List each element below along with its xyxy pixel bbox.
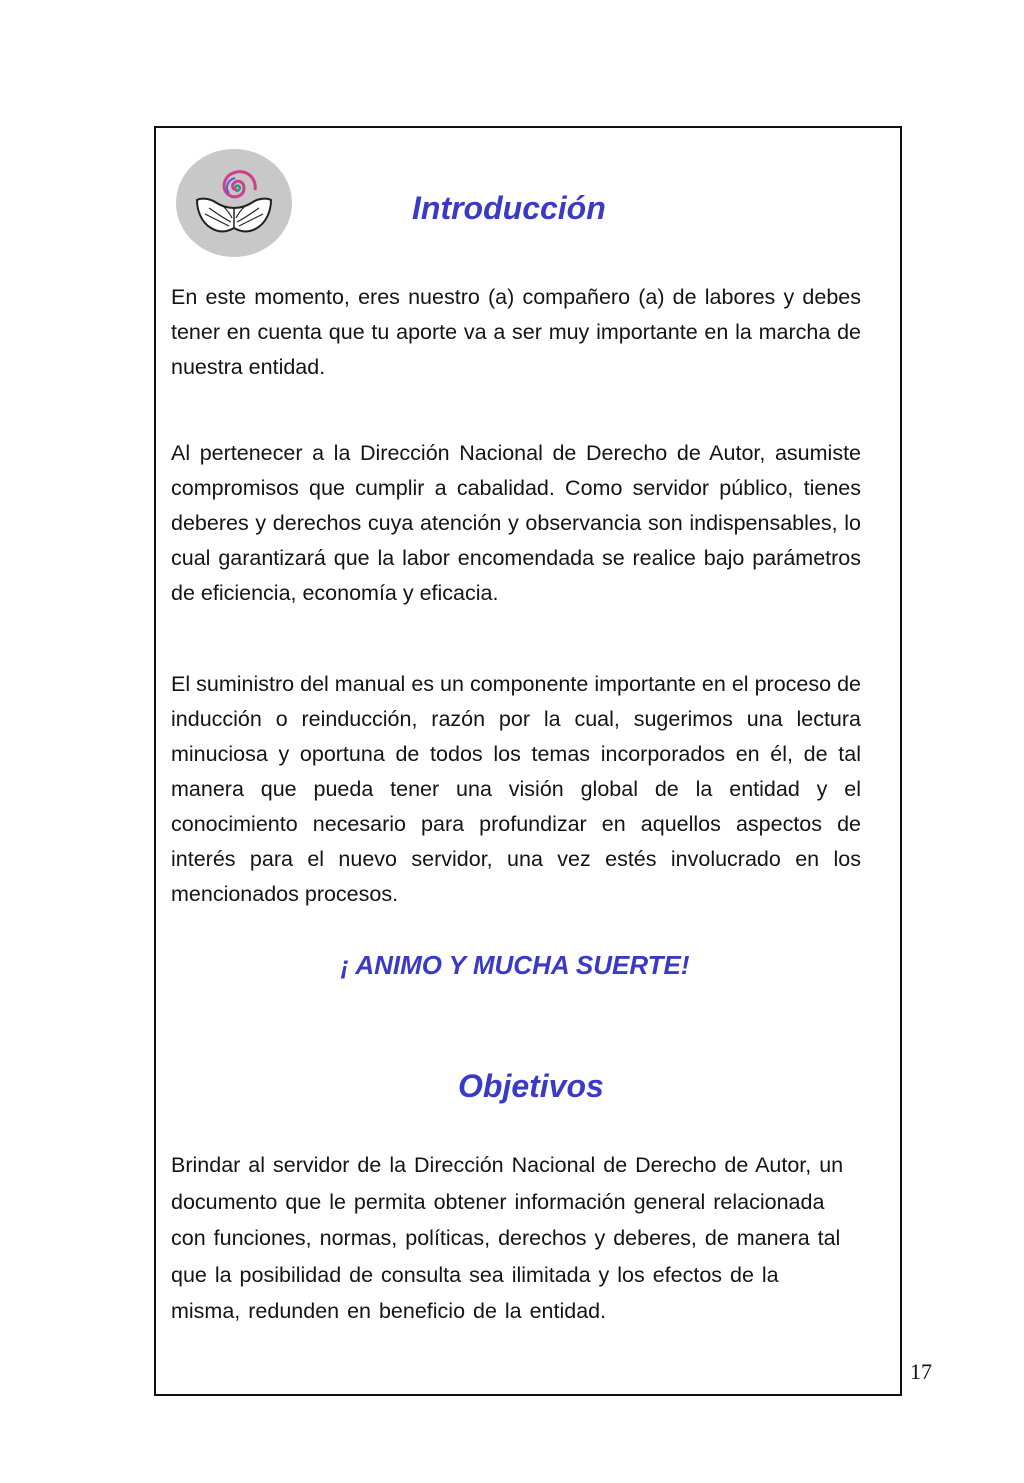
intro-paragraph-1: En este momento, eres nuestro (a) compañero (a) de labores y debes tener en cuenta que tu aporte va a ser muy importante en la marcha de nuestra entidad. (171, 285, 861, 379)
objectives-paragraph: Brindar al servidor de la Dirección Nacional de Derecho de Autor, un documento que le permita obtener información general relacionada con funciones, normas, políticas, derechos y deberes, de manera tal que la posibilidad de consulta sea ilimitada y los efectos de la misma, redunden en beneficio de la entidad. (171, 1153, 844, 1323)
logo-circle (176, 149, 292, 257)
spiral-hands-logo-icon (175, 148, 293, 258)
intro-paragraph-3: El suministro del manual es un componente importante en el proceso de inducción o reinducción, razón por la cual, sugerimos una lectura minuciosa y oportuna de todos los temas incorporados en él, de tal manera que pueda tener una visión global de la entidad y el conocimiento necesario para profundizar en aquellos aspectos de interés para el nuevo servidor, una vez estés involucrado en los mencionados procesos. (171, 672, 861, 906)
objectives-title: Objetivos (458, 1068, 604, 1104)
intro-paragraph-2: Al pertenecer a la Dirección Nacional de Derecho de Autor, asumiste compromisos que cumplir a cabalidad. Como servidor público, tienes deberes y derechos cuya atención y observancia son indispensables, lo cual garantizará que la labor encomendada se realice bajo parámetros de eficiencia, economía y eficacia. (171, 441, 861, 605)
introduction-title: Introducción (412, 190, 606, 226)
encouragement-heading: ¡ ANIMO Y MUCHA SUERTE! (340, 950, 690, 980)
page-number: 17 (910, 1359, 932, 1384)
